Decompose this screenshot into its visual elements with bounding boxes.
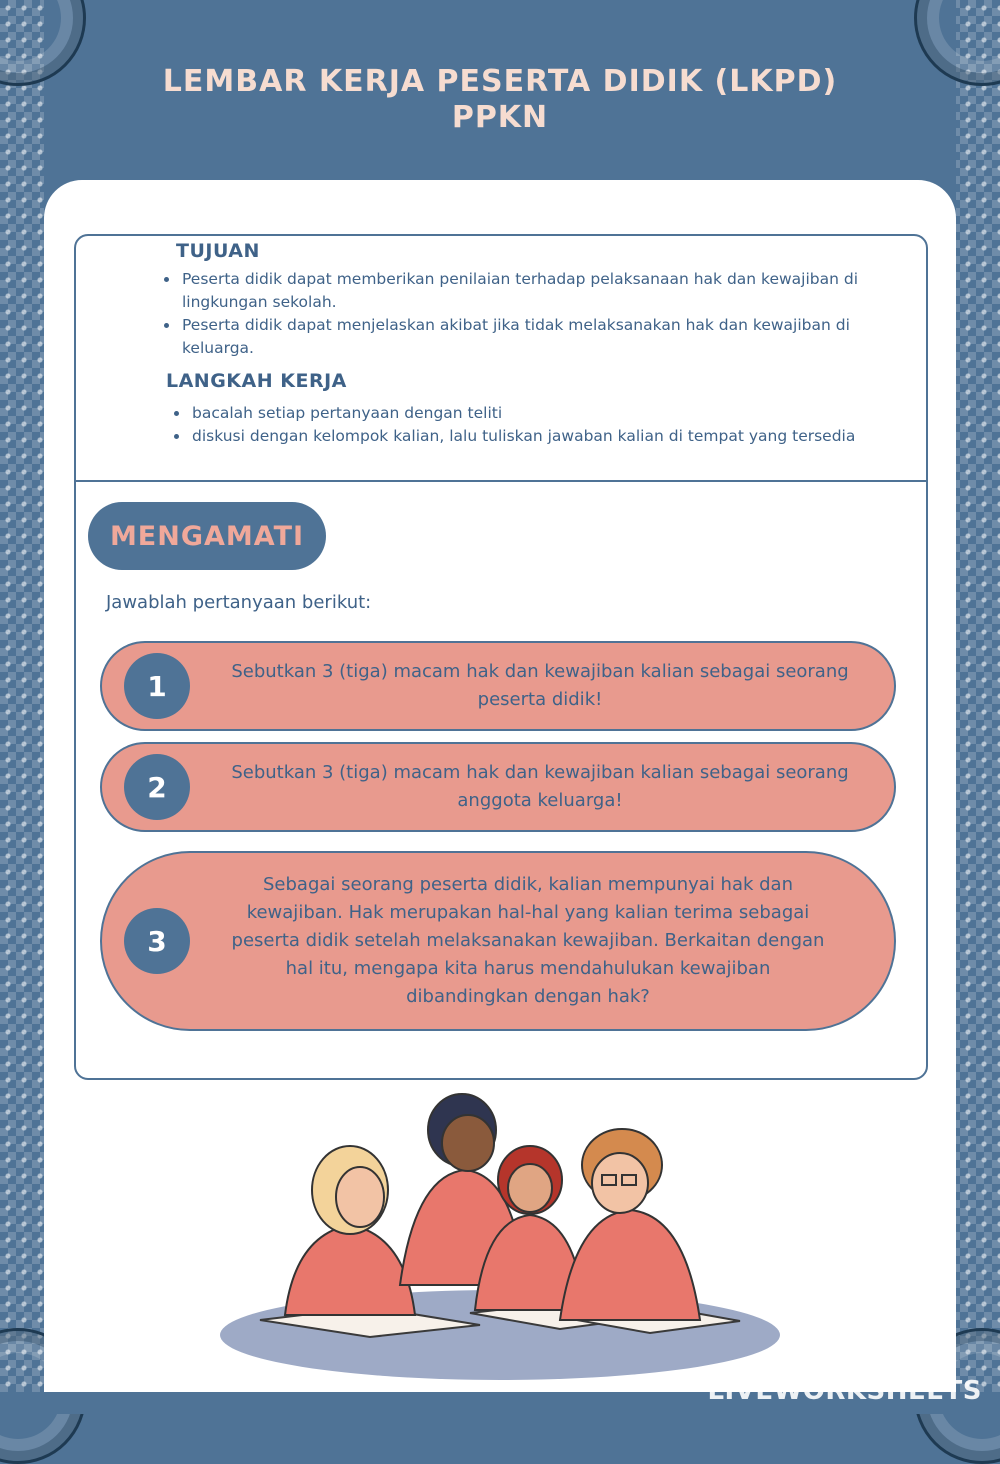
question-number: 3 bbox=[124, 908, 190, 974]
question-text: Sebagai seorang peserta didik, kalian mempunyai hak dan kewajiban. Hak merupakan hal-hal yang kalian terima sebagai peserta didik setelah melaksanakan kewajiban. Berkaitan dengan hal itu, mengapa kita harus mendahulukan kewajiban dibandingkan dengan hak? bbox=[231, 874, 825, 1007]
page-title bbox=[100, 64, 900, 136]
question-number: 1 bbox=[124, 653, 190, 719]
langkah-item: • bacalah setiap pertanyaan dengan teliti bbox=[190, 402, 870, 425]
question-card-1 bbox=[100, 641, 896, 731]
question-text: Sebutkan 3 (tiga) macam hak dan kewajiban kalian sebagai seorang anggota keluarga! bbox=[231, 762, 849, 811]
question-number: 2 bbox=[124, 754, 190, 820]
liveworksheets-watermark: LIVEWORKSHEETS bbox=[707, 1376, 982, 1406]
title-line-2: PPKN bbox=[451, 100, 549, 135]
student-face bbox=[508, 1164, 552, 1212]
student-face bbox=[592, 1153, 648, 1213]
question-text: Sebutkan 3 (tiga) macam hak dan kewajiban kalian sebagai seorang peserta didik! bbox=[231, 661, 849, 710]
section-divider bbox=[74, 480, 928, 482]
student-body bbox=[560, 1210, 700, 1320]
question-card-3 bbox=[100, 851, 896, 1031]
title-line-1: LEMBAR KERJA PESERTA DIDIK (LKPD) bbox=[162, 64, 838, 99]
student-face bbox=[442, 1115, 494, 1171]
question-prompt: Jawablah pertanyaan berikut: bbox=[106, 592, 372, 613]
student-body bbox=[285, 1225, 415, 1315]
student-face bbox=[336, 1167, 384, 1227]
langkah-item: • diskusi dengan kelompok kalian, lalu tuliskan jawaban kalian di tempat yang tersedia bbox=[190, 425, 870, 448]
tujuan-item: • Peserta didik dapat menjelaskan akibat jika tidak melaksanakan hak dan kewajiban di keluarga. bbox=[180, 314, 880, 360]
tujuan-list bbox=[162, 268, 880, 360]
section-label: MENGAMATI bbox=[88, 502, 326, 570]
tujuan-heading: TUJUAN bbox=[176, 240, 260, 262]
students-illustration bbox=[200, 1085, 800, 1385]
langkah-list bbox=[172, 402, 870, 448]
tujuan-item: • Peserta didik dapat memberikan penilaian terhadap pelaksanaan hak dan kewajiban di lingkungan sekolah. bbox=[180, 268, 880, 314]
question-card-2 bbox=[100, 742, 896, 832]
langkah-heading: LANGKAH KERJA bbox=[166, 370, 347, 392]
